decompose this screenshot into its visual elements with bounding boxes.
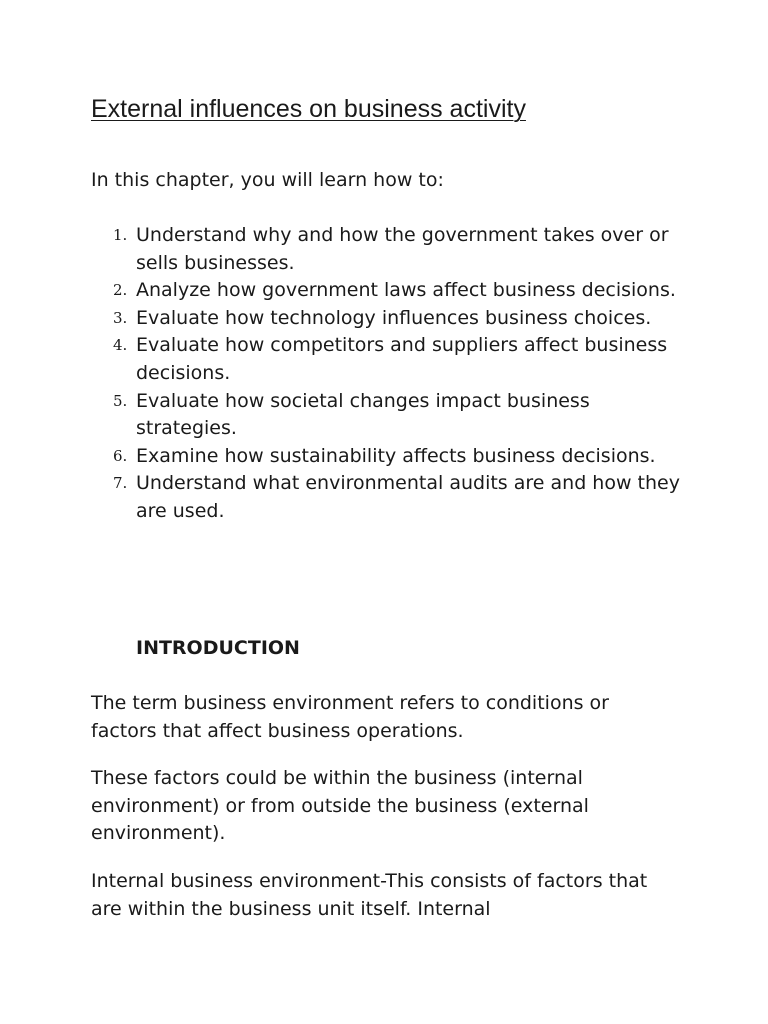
list-item-number: 7. bbox=[113, 474, 128, 493]
paragraph: Internal business environment-This consists of factors that are within the business unit itself. Internal bbox=[91, 870, 648, 920]
list-item-text: Analyze how government laws affect business decisions. bbox=[136, 279, 676, 302]
list-item bbox=[91, 388, 691, 443]
document-title: External influences on business activity bbox=[91, 95, 526, 123]
list-item bbox=[91, 222, 691, 277]
list-item-text: Evaluate how technology influences business choices. bbox=[136, 306, 652, 329]
list-item-number: 3. bbox=[113, 308, 128, 327]
list-item-text: Examine how sustainability affects business decisions. bbox=[136, 444, 656, 467]
list-item bbox=[91, 277, 691, 305]
list-item bbox=[91, 443, 691, 471]
learning-objectives-list bbox=[91, 222, 691, 526]
section-heading: INTRODUCTION bbox=[136, 637, 300, 659]
list-item bbox=[91, 305, 691, 333]
list-item-number: 6. bbox=[113, 446, 128, 465]
list-item-text: Understand why and how the government takes over or sells businesses. bbox=[136, 224, 669, 274]
list-item-number: 2. bbox=[113, 281, 128, 300]
list-item-text: Understand what environmental audits are and how they are used. bbox=[136, 472, 680, 522]
list-item-text: Evaluate how competitors and suppliers affect business decisions. bbox=[136, 334, 668, 384]
list-item bbox=[91, 470, 691, 525]
chapter-intro: In this chapter, you will learn how to: bbox=[91, 169, 444, 191]
list-item-number: 1. bbox=[113, 226, 128, 244]
list-item bbox=[91, 332, 691, 387]
list-item-number: 5. bbox=[113, 391, 128, 410]
paragraph: The term business environment refers to conditions or factors that affect business operations. bbox=[91, 692, 609, 742]
list-item-number: 4. bbox=[113, 336, 128, 355]
paragraph: These factors could be within the business (internal environment) or from outside the business (external environment). bbox=[91, 767, 589, 845]
list-item-text: Evaluate how societal changes impact business strategies. bbox=[136, 389, 590, 440]
